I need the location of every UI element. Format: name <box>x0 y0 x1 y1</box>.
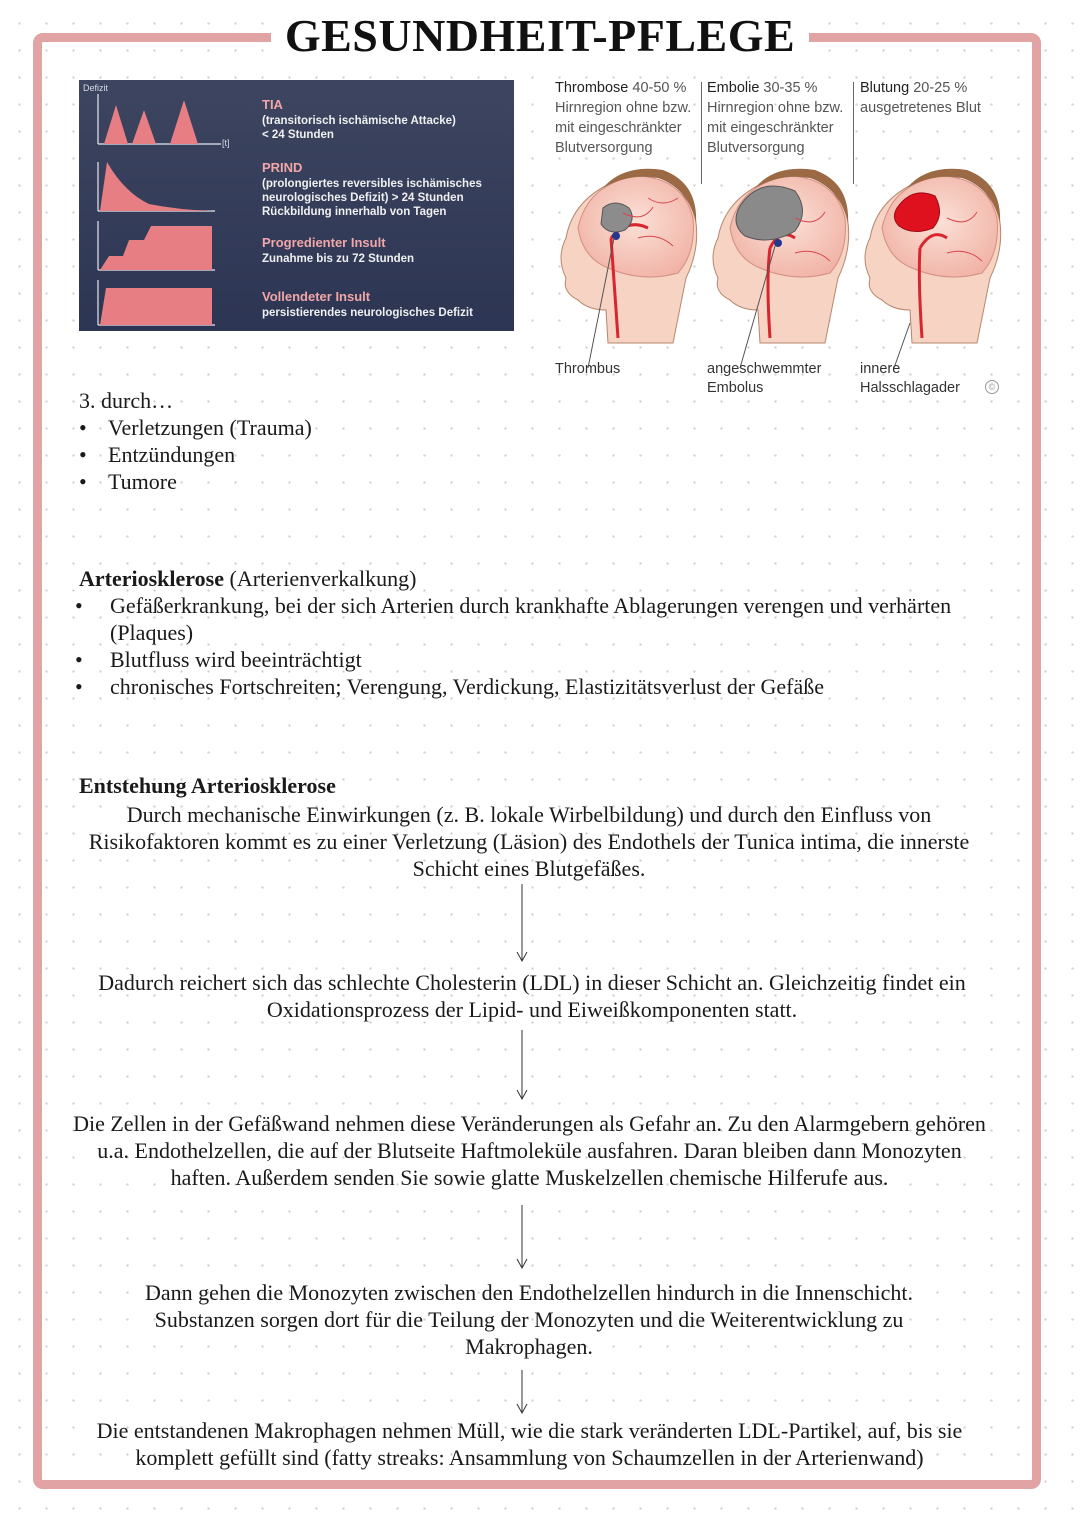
list-item: • Gefäßerkrankung, bei der sich Arterien durch krankhafte Ablagerungen verengen und verhärten (Plaques) <box>75 592 1029 646</box>
head-embolie <box>713 169 849 368</box>
step-3: Die Zellen in der Gefäßwand nehmen diese Veränderungen als Gefahr an. Zu den Alarmgebern gehören u.a. Endothelzellen, die auf der Blutseite Haftmoleküle ausfahren. Daran bleiben dann Monozyten haften. Außerdem senden Sie sowie glatte Muskelzellen chemische Hilferufe aus. <box>73 1111 986 1190</box>
vollendet-item <box>262 290 473 320</box>
chart-y-label: Defizit <box>83 83 109 93</box>
arteriosklerose-section <box>79 565 1029 700</box>
causes-list <box>79 414 312 495</box>
tia-line: < 24 Stunden <box>262 129 334 141</box>
tia-item <box>262 98 456 142</box>
thrombose-name: Thrombose <box>555 80 629 96</box>
step-2: Dadurch reichert sich das schlechte Cholesterin (LDL) in dieser Schicht an. Gleichzeitig findet ein Oxidationsprozess der Lipid- und Eiweißkomponenten statt. <box>98 970 966 1022</box>
step-1: Durch mechanische Einwirkungen (z. B. lokale Wirbelbildung) und durch den Einfluss von Risikofaktoren kommt es zu einer Verletzung (Läsion) des Endothels der Tunica intima, die innerste Schicht eines Blutgefäßes. <box>88 802 970 881</box>
heading-bold: Arteriosklerose <box>79 566 224 591</box>
thrombose-pct: 40-50 % <box>632 80 687 96</box>
down-arrow <box>516 884 528 964</box>
arteriosklerose-list <box>75 592 1029 700</box>
blutung-name: Blutung <box>860 80 910 96</box>
heading-rest: (Arterienverkalkung) <box>224 566 417 591</box>
brain-stroke-figure <box>548 78 1018 408</box>
prind-item <box>262 161 482 219</box>
embolie-name: Embolie <box>707 80 760 96</box>
vollendet-line: persistierendes neurologisches Defizit <box>262 307 473 319</box>
causes-block <box>79 387 312 495</box>
embolie-pct: 30-35 % <box>763 80 818 96</box>
down-arrow <box>516 1370 528 1416</box>
prind-line: neurologisches Defizit) > 24 Stunden <box>262 192 464 204</box>
arteriosklerose-heading <box>79 565 1029 592</box>
page-title: GESUNDHEIT-PFLEGE <box>271 8 809 64</box>
progredient-heading: Progredienter Insult <box>262 235 386 250</box>
halsschlagader-label: innere Halsschlagader <box>860 361 960 396</box>
stroke-types-chart <box>79 80 514 331</box>
embolus-label: angeschwemmter Embolus <box>707 361 822 396</box>
blutung-pct: 20-25 % <box>913 80 968 96</box>
entstehung-heading <box>79 772 336 799</box>
chart-x-label: [t] <box>222 138 230 148</box>
prind-heading: PRIND <box>262 160 303 175</box>
entstehung-title: Entstehung Arteriosklerose <box>79 773 336 798</box>
down-arrow <box>516 1030 528 1102</box>
prind-line: (prolongiertes reversibles ischämisches <box>262 178 482 190</box>
blutung-line: ausgetretenes Blut <box>860 100 981 116</box>
down-arrow <box>516 1205 528 1271</box>
tia-heading: TIA <box>262 97 283 112</box>
thrombus-label: Thrombus <box>555 361 621 377</box>
deficit-curves <box>79 80 259 331</box>
vollendet-heading: Vollendeter Insult <box>262 289 371 304</box>
causes-intro: 3. durch… <box>79 388 174 413</box>
step-4: Dann gehen die Monozyten zwischen den Endothelzellen hindurch in die Innenschicht. Substanzen sorgen dort für die Teilung der Monozyten und die Weiterentwicklung zu Makrophagen. <box>145 1280 913 1359</box>
thrombose-line: Blutversorgung <box>555 140 653 156</box>
thrombose-line: mit eingeschränkter <box>555 120 682 136</box>
head-thrombose <box>561 169 697 368</box>
list-item: • Blutfluss wird beeinträchtigt <box>75 646 1029 673</box>
copyright-icon: © <box>985 380 999 394</box>
tia-line: (transitorisch ischämische Attacke) <box>262 115 456 127</box>
thrombose-line: Hirnregion ohne bzw. <box>555 100 692 116</box>
embolie-line: Blutversorgung <box>707 140 805 156</box>
list-item: • Tumore <box>79 468 312 495</box>
embolie-line: mit eingeschränkter <box>707 120 834 136</box>
progredient-item <box>262 236 414 266</box>
title-wrap <box>0 8 1080 64</box>
head-blutung <box>865 169 1001 368</box>
step-5: Die entstandenen Makrophagen nehmen Müll, wie die stark veränderten LDL-Partikel, auf, bis sie komplett gefüllt sind (fatty streaks: Ansammlung von Schaumzellen in der Arterienwand) <box>96 1418 963 1470</box>
embolie-line: Hirnregion ohne bzw. <box>707 100 844 116</box>
list-item: • Entzündungen <box>79 441 312 468</box>
list-item: • Verletzungen (Trauma) <box>79 414 312 441</box>
list-item: • chronisches Fortschreiten; Verengung, Verdickung, Elastizitätsverlust der Gefäße <box>75 673 1029 700</box>
progredient-line: Zunahme bis zu 72 Stunden <box>262 253 415 265</box>
brain-heads-illustration <box>548 78 1018 368</box>
prind-line: Rückbildung innerhalb von Tagen <box>262 206 447 218</box>
